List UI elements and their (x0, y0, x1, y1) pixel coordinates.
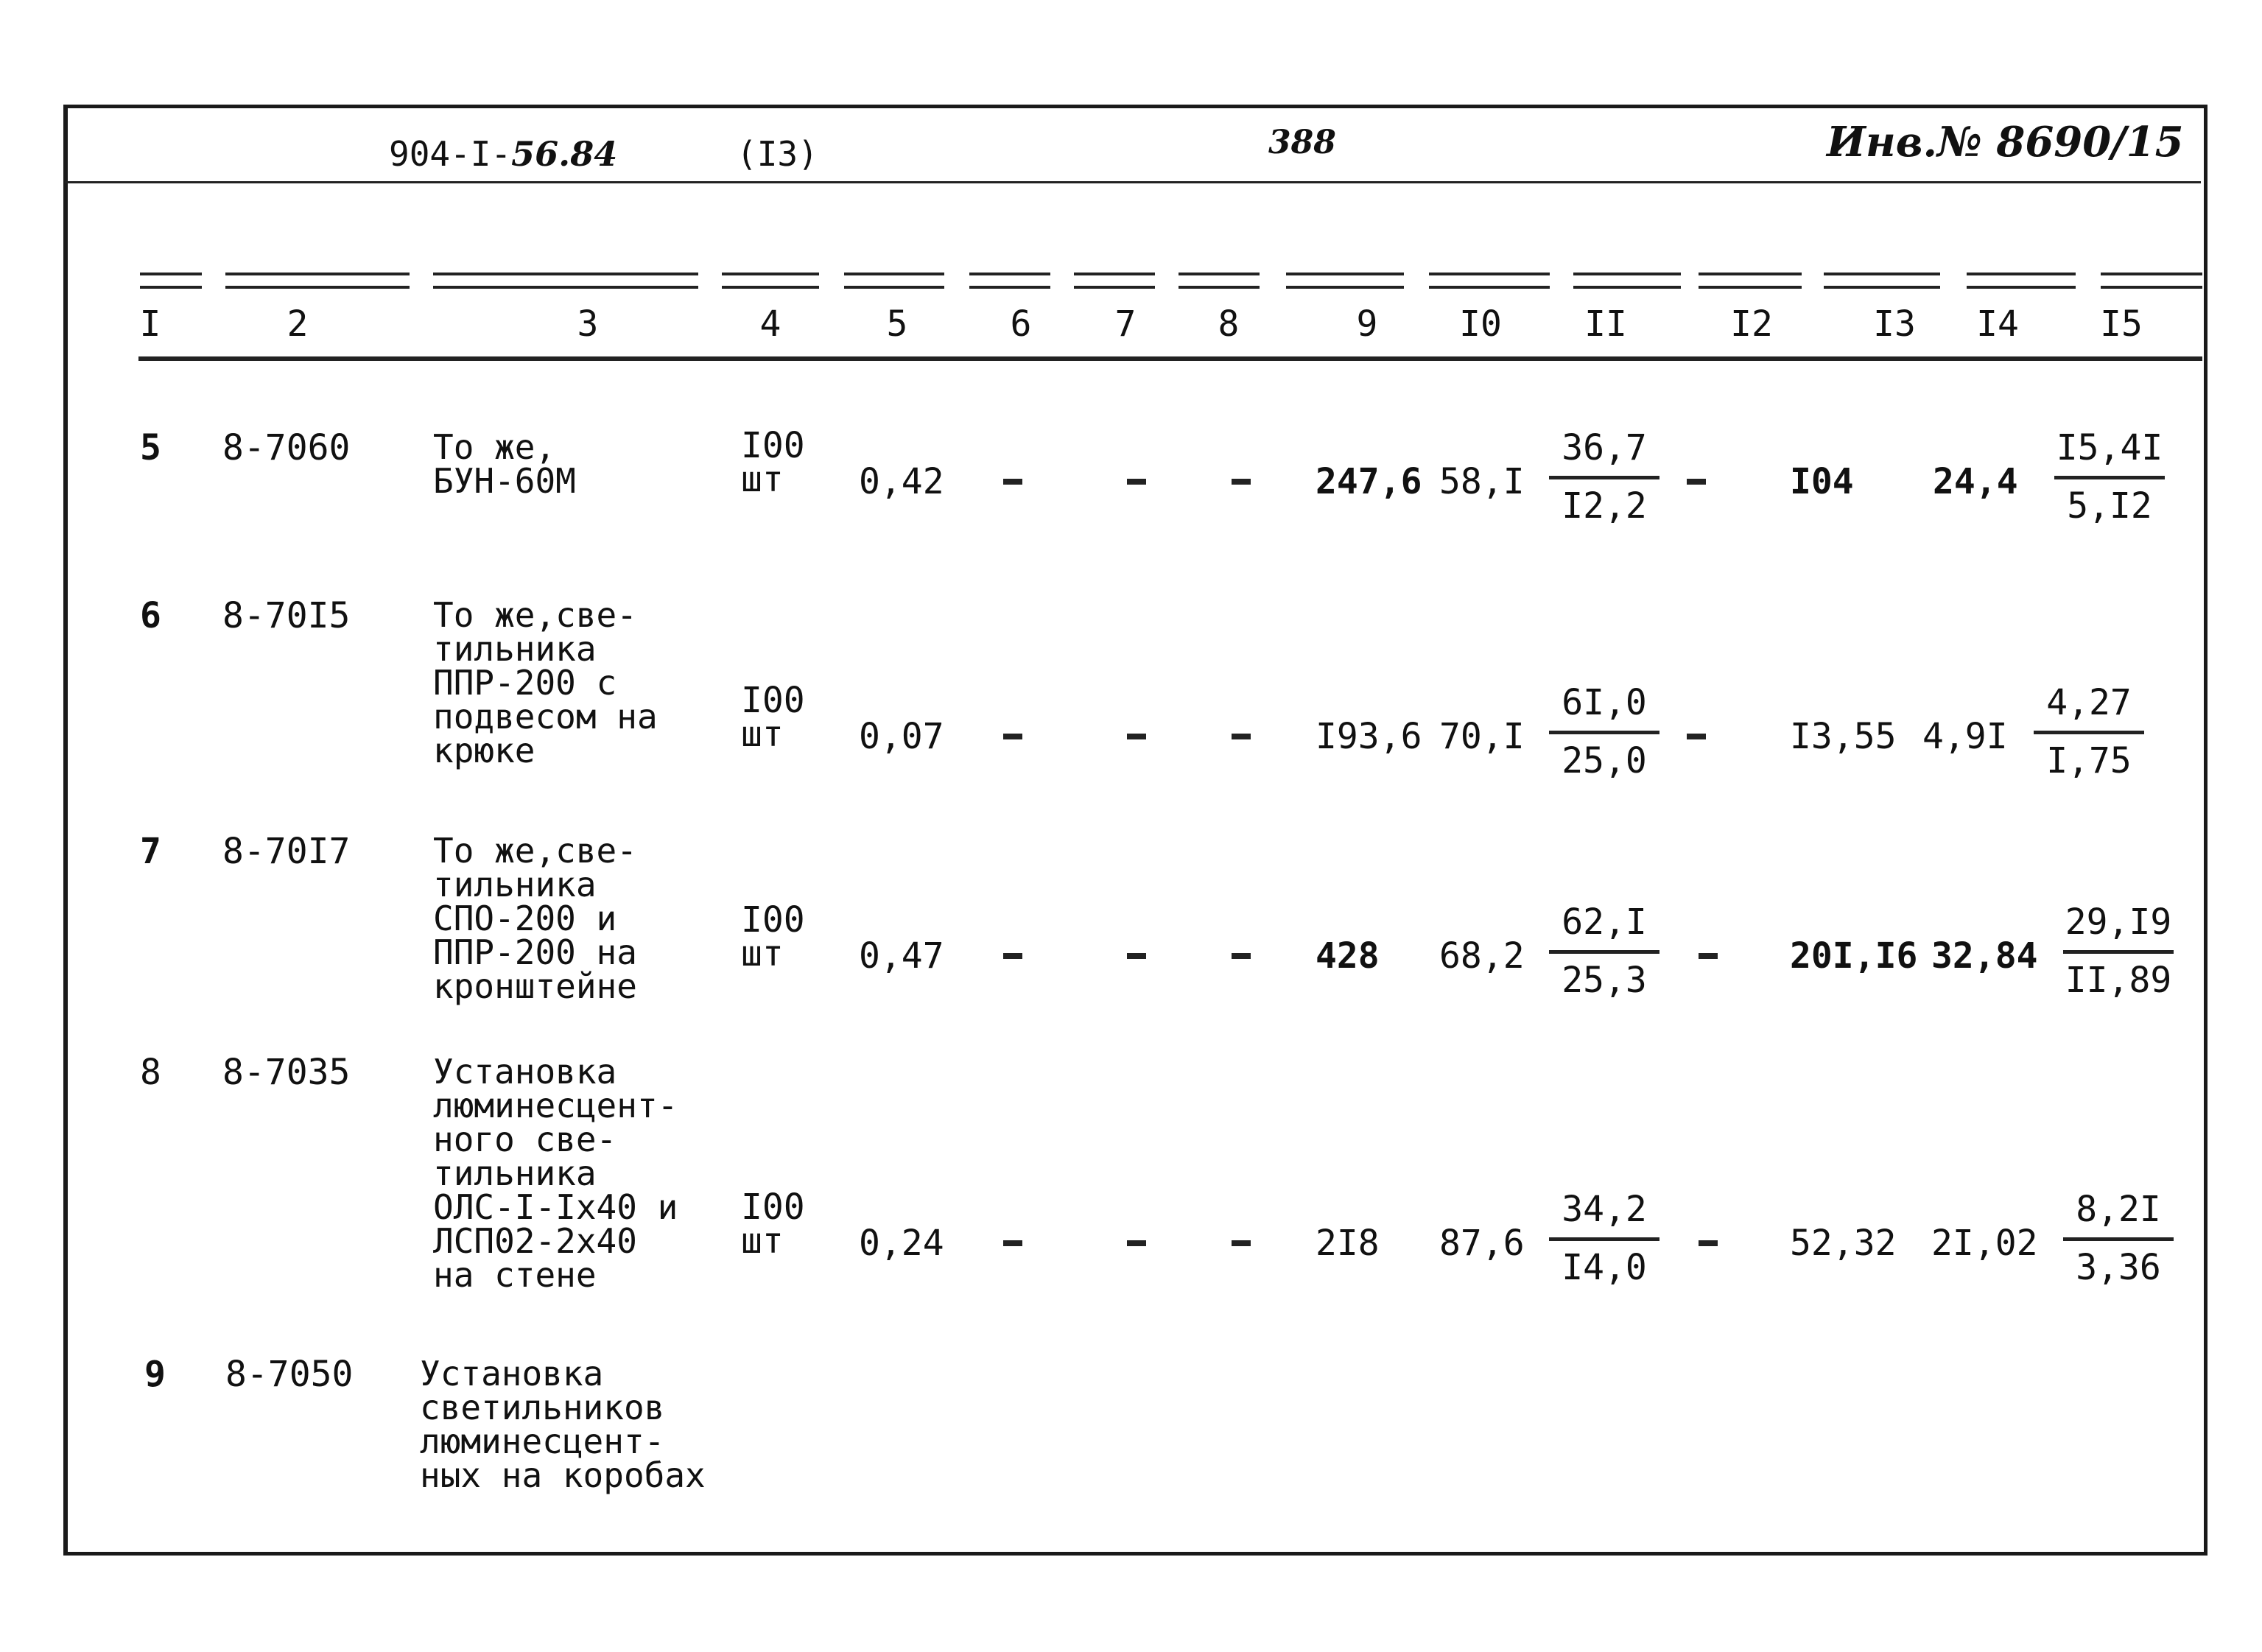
unit-name: шт (741, 714, 784, 755)
col11-fraction (1538, 682, 1671, 781)
col15-fraction (2023, 682, 2155, 781)
fraction-numerator: 34,2 (1562, 1189, 1647, 1230)
column-number: I4 (1976, 303, 2019, 345)
header-rule (65, 181, 2201, 183)
fraction-denominator: I2,2 (1562, 485, 1647, 527)
column-rule (1179, 273, 1260, 289)
column-rule (1286, 273, 1404, 289)
col10-value: 70,I (1439, 716, 1525, 757)
dash-c8 (1232, 479, 1251, 485)
document-code (389, 134, 617, 174)
dash-c12 (1699, 953, 1718, 959)
fraction-numerator: 62,I (1562, 901, 1647, 943)
column-number: 8 (1218, 303, 1240, 345)
fraction-numerator: 36,7 (1562, 427, 1647, 468)
column-rule (1429, 273, 1550, 289)
dash-c12 (1687, 734, 1706, 739)
document-code-print: 904-I- (389, 134, 512, 174)
col11-fraction (1538, 427, 1671, 527)
dash-c6 (1003, 1240, 1022, 1246)
column-rule (1967, 273, 2076, 289)
col14-value: 24,4 (1933, 461, 2018, 502)
col5-value: 0,42 (859, 461, 944, 502)
column-rule (2101, 273, 2202, 289)
inventory-number: Инв.№ 8690/15 (1827, 118, 2184, 166)
column-rule (433, 273, 698, 289)
dash-c8 (1232, 734, 1251, 739)
unit-quantity: I00 (741, 899, 805, 941)
column-rule (969, 273, 1050, 289)
col15-fraction (2052, 901, 2185, 1001)
dash-c12 (1687, 479, 1706, 485)
col9-value: I93,6 (1316, 716, 1422, 757)
fraction-numerator: 6I,0 (1562, 682, 1647, 723)
fraction-denominator: 3,36 (2076, 1247, 2161, 1288)
work-description: То же,све- тильника СПО-200 и ППР-200 на кронштейне (433, 831, 637, 1006)
unit-name: шт (741, 459, 784, 500)
col13-value: 52,32 (1790, 1223, 1897, 1264)
column-number: I5 (2100, 303, 2143, 345)
col5-value: 0,47 (859, 935, 944, 977)
col11-fraction (1538, 1189, 1671, 1288)
row-number: 9 (144, 1354, 166, 1395)
fraction-numerator: 29,I9 (2065, 901, 2172, 943)
col13-value: 20I,I6 (1790, 935, 1918, 977)
dash-c7 (1127, 479, 1146, 485)
column-rule (1824, 273, 1940, 289)
column-number: I (139, 303, 161, 345)
fraction-denominator: 25,0 (1562, 740, 1647, 781)
column-number: I0 (1459, 303, 1502, 345)
dash-c6 (1003, 479, 1022, 485)
col5-value: 0,24 (859, 1223, 944, 1264)
rate-code: 8-7060 (222, 427, 351, 468)
fraction-numerator: 4,27 (2046, 682, 2132, 723)
rate-code: 8-7035 (222, 1052, 351, 1093)
column-number: 6 (1010, 303, 1032, 345)
col14-value: 2I,02 (1931, 1223, 2038, 1264)
fraction-denominator: I,75 (2046, 740, 2132, 781)
dash-c8 (1232, 953, 1251, 959)
document-code-handwritten: 56.84 (511, 134, 618, 174)
dash-c7 (1127, 1240, 1146, 1246)
col15-fraction (2043, 427, 2176, 527)
column-rule (1699, 273, 1802, 289)
column-rule (1573, 273, 1681, 289)
work-description: Установка люминесцент- ного све- тильника ОЛС-I-Iх40 и ЛСП02-2х40 на стене (433, 1052, 678, 1295)
col14-value: 32,84 (1931, 935, 2038, 977)
sheet-part: (I3) (737, 134, 818, 174)
row-number: 8 (140, 1052, 161, 1093)
col14-value: 4,9I (1922, 716, 2008, 757)
dash-c7 (1127, 953, 1146, 959)
dash-c6 (1003, 953, 1022, 959)
col9-value: 2I8 (1316, 1223, 1380, 1264)
column-number: 9 (1356, 303, 1378, 345)
dash-c6 (1003, 734, 1022, 739)
rate-code: 8-7050 (225, 1354, 354, 1395)
col9-value: 247,6 (1316, 461, 1422, 502)
fraction-denominator: 25,3 (1562, 960, 1647, 1001)
fraction-denominator: 5,I2 (2067, 485, 2152, 527)
unit-name: шт (741, 1220, 784, 1262)
rate-code: 8-70I7 (222, 831, 351, 872)
work-description: Установка светильников люминесцент- ных на коробах (420, 1354, 706, 1495)
column-rule (844, 273, 944, 289)
column-number: 7 (1114, 303, 1137, 345)
col10-value: 68,2 (1439, 935, 1525, 977)
rate-code: 8-70I5 (222, 595, 351, 636)
dash-c8 (1232, 1240, 1251, 1246)
column-rule (225, 273, 410, 289)
column-rule (1074, 273, 1155, 289)
col13-value: I3,55 (1790, 716, 1897, 757)
unit-name: шт (741, 933, 784, 974)
column-number: I2 (1730, 303, 1773, 345)
column-number: 2 (287, 303, 309, 345)
col10-value: 87,6 (1439, 1223, 1525, 1264)
column-number: 4 (759, 303, 781, 345)
col11-fraction (1538, 901, 1671, 1001)
work-description: То же,све- тильника ППР-200 с подвесом на крюке (433, 595, 658, 770)
column-rule (140, 273, 202, 289)
fraction-denominator: I4,0 (1562, 1247, 1647, 1288)
col13-value: I04 (1790, 461, 1854, 502)
unit-quantity: I00 (741, 1187, 805, 1228)
column-number: II (1584, 303, 1627, 345)
col5-value: 0,07 (859, 716, 944, 757)
fraction-numerator: I5,4I (2056, 427, 2163, 468)
page-number: 388 (1268, 124, 1336, 161)
column-number: I3 (1873, 303, 1916, 345)
col9-value: 428 (1316, 935, 1380, 977)
column-number: 3 (577, 303, 599, 345)
unit-quantity: I00 (741, 680, 805, 721)
dash-c12 (1699, 1240, 1718, 1246)
column-number: 5 (886, 303, 908, 345)
fraction-denominator: II,89 (2065, 960, 2172, 1001)
row-number: 5 (140, 427, 161, 468)
dash-c7 (1127, 734, 1146, 739)
col10-value: 58,I (1439, 461, 1525, 502)
row-number: 6 (140, 595, 161, 636)
work-description: То же, БУН-60М (433, 427, 576, 501)
row-number: 7 (140, 831, 161, 872)
header-bottom-rule (138, 356, 2202, 361)
column-rule (722, 273, 819, 289)
unit-quantity: I00 (741, 425, 805, 466)
fraction-numerator: 8,2I (2076, 1189, 2161, 1230)
col15-fraction (2052, 1189, 2185, 1288)
